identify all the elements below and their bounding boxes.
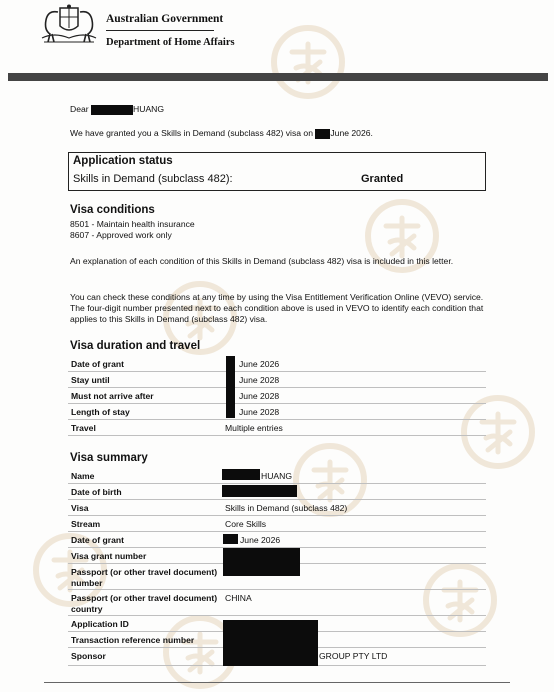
table-row xyxy=(68,388,486,404)
row-value: June 2026 xyxy=(239,359,280,369)
row-label: Stream xyxy=(71,519,101,529)
recipient-surname: HUANG xyxy=(133,104,165,114)
row-label: Must not arrive after xyxy=(71,391,154,401)
table-row xyxy=(68,500,486,516)
row-label: Visa xyxy=(71,503,89,513)
coat-of-arms-logo xyxy=(38,4,100,46)
visa-conditions-heading: Visa conditions xyxy=(70,204,155,216)
row-label: Sponsor xyxy=(71,651,106,661)
conditions-explanation: An explanation of each condition of this Skills in Demand (subclass 482) visa is included in this letter. xyxy=(70,256,454,266)
row-value: June 2026 xyxy=(240,535,281,545)
status-visa-label: Skills in Demand (subclass 482): xyxy=(73,173,233,185)
footer-divider xyxy=(44,682,510,683)
redaction xyxy=(222,485,297,497)
row-value: CHINA xyxy=(225,593,252,603)
row-label: Stay until xyxy=(71,375,110,385)
row-value: Multiple entries xyxy=(225,423,283,433)
table-row xyxy=(68,372,486,388)
table-row xyxy=(68,420,486,436)
table-row xyxy=(68,590,486,616)
condition-item: 8607 - Approved work only xyxy=(70,230,172,240)
redaction xyxy=(226,356,235,418)
row-value: Core Skills xyxy=(225,519,267,529)
table-row xyxy=(68,516,486,532)
salutation-dear: Dear xyxy=(70,104,89,114)
salutation xyxy=(70,104,164,115)
table-row xyxy=(68,468,486,484)
redaction xyxy=(223,620,318,666)
row-label: Date of grant xyxy=(71,535,124,545)
table-row xyxy=(68,404,486,420)
redaction xyxy=(222,469,260,480)
header-bar xyxy=(8,73,548,81)
table-row xyxy=(68,356,486,372)
row-value: GROUP PTY LTD xyxy=(319,651,388,661)
row-label: Date of birth xyxy=(71,487,122,497)
row-value: June 2028 xyxy=(239,375,280,385)
visa-duration-table xyxy=(68,356,486,438)
table-row xyxy=(68,532,486,548)
visa-duration-heading: Visa duration and travel xyxy=(70,340,201,352)
department-name: Department of Home Affairs xyxy=(106,37,235,48)
row-label: Visa grant number xyxy=(71,551,147,561)
row-label: Travel xyxy=(71,423,96,433)
row-label: Transaction reference number xyxy=(71,635,195,645)
row-label: Application ID xyxy=(71,619,129,629)
row-value: Skills in Demand (subclass 482) xyxy=(225,503,348,513)
grant-sentence-start: We have granted you a Skills in Demand (subclass 482) visa on xyxy=(70,128,313,138)
redaction xyxy=(223,548,300,576)
redaction xyxy=(91,105,133,115)
visa-summary-heading: Visa summary xyxy=(70,452,148,464)
grant-sentence-date: June 2026. xyxy=(330,128,373,138)
application-status-title: Application status xyxy=(73,155,173,167)
row-label: Length of stay xyxy=(71,407,130,417)
government-name: Australian Government xyxy=(106,13,224,25)
row-label: Passport (or other travel document) number xyxy=(71,567,218,588)
visa-summary-table xyxy=(68,468,486,668)
seal-watermark xyxy=(268,22,348,102)
redaction xyxy=(315,129,330,139)
status-value: Granted xyxy=(361,173,404,185)
row-label: Passport (or other travel document) country xyxy=(71,593,218,614)
header-divider xyxy=(106,30,214,31)
condition-item: 8501 - Maintain health insurance xyxy=(70,219,195,229)
application-status-box xyxy=(68,152,486,191)
row-value: HUANG xyxy=(261,471,293,481)
row-value: June 2028 xyxy=(239,391,280,401)
vevo-paragraph: You can check these conditions at any time by using the Visa Entitlement Verification Online (VEVO) service. The four-digit number presented next to each condition above is used in VEVO to identify each condition that applies to this Skills in Demand (subclass 482) visa. xyxy=(70,292,484,324)
row-label: Name xyxy=(71,471,95,481)
redaction xyxy=(223,534,238,544)
row-label: Date of grant xyxy=(71,359,124,369)
row-value: June 2028 xyxy=(239,407,280,417)
grant-sentence xyxy=(70,128,373,139)
